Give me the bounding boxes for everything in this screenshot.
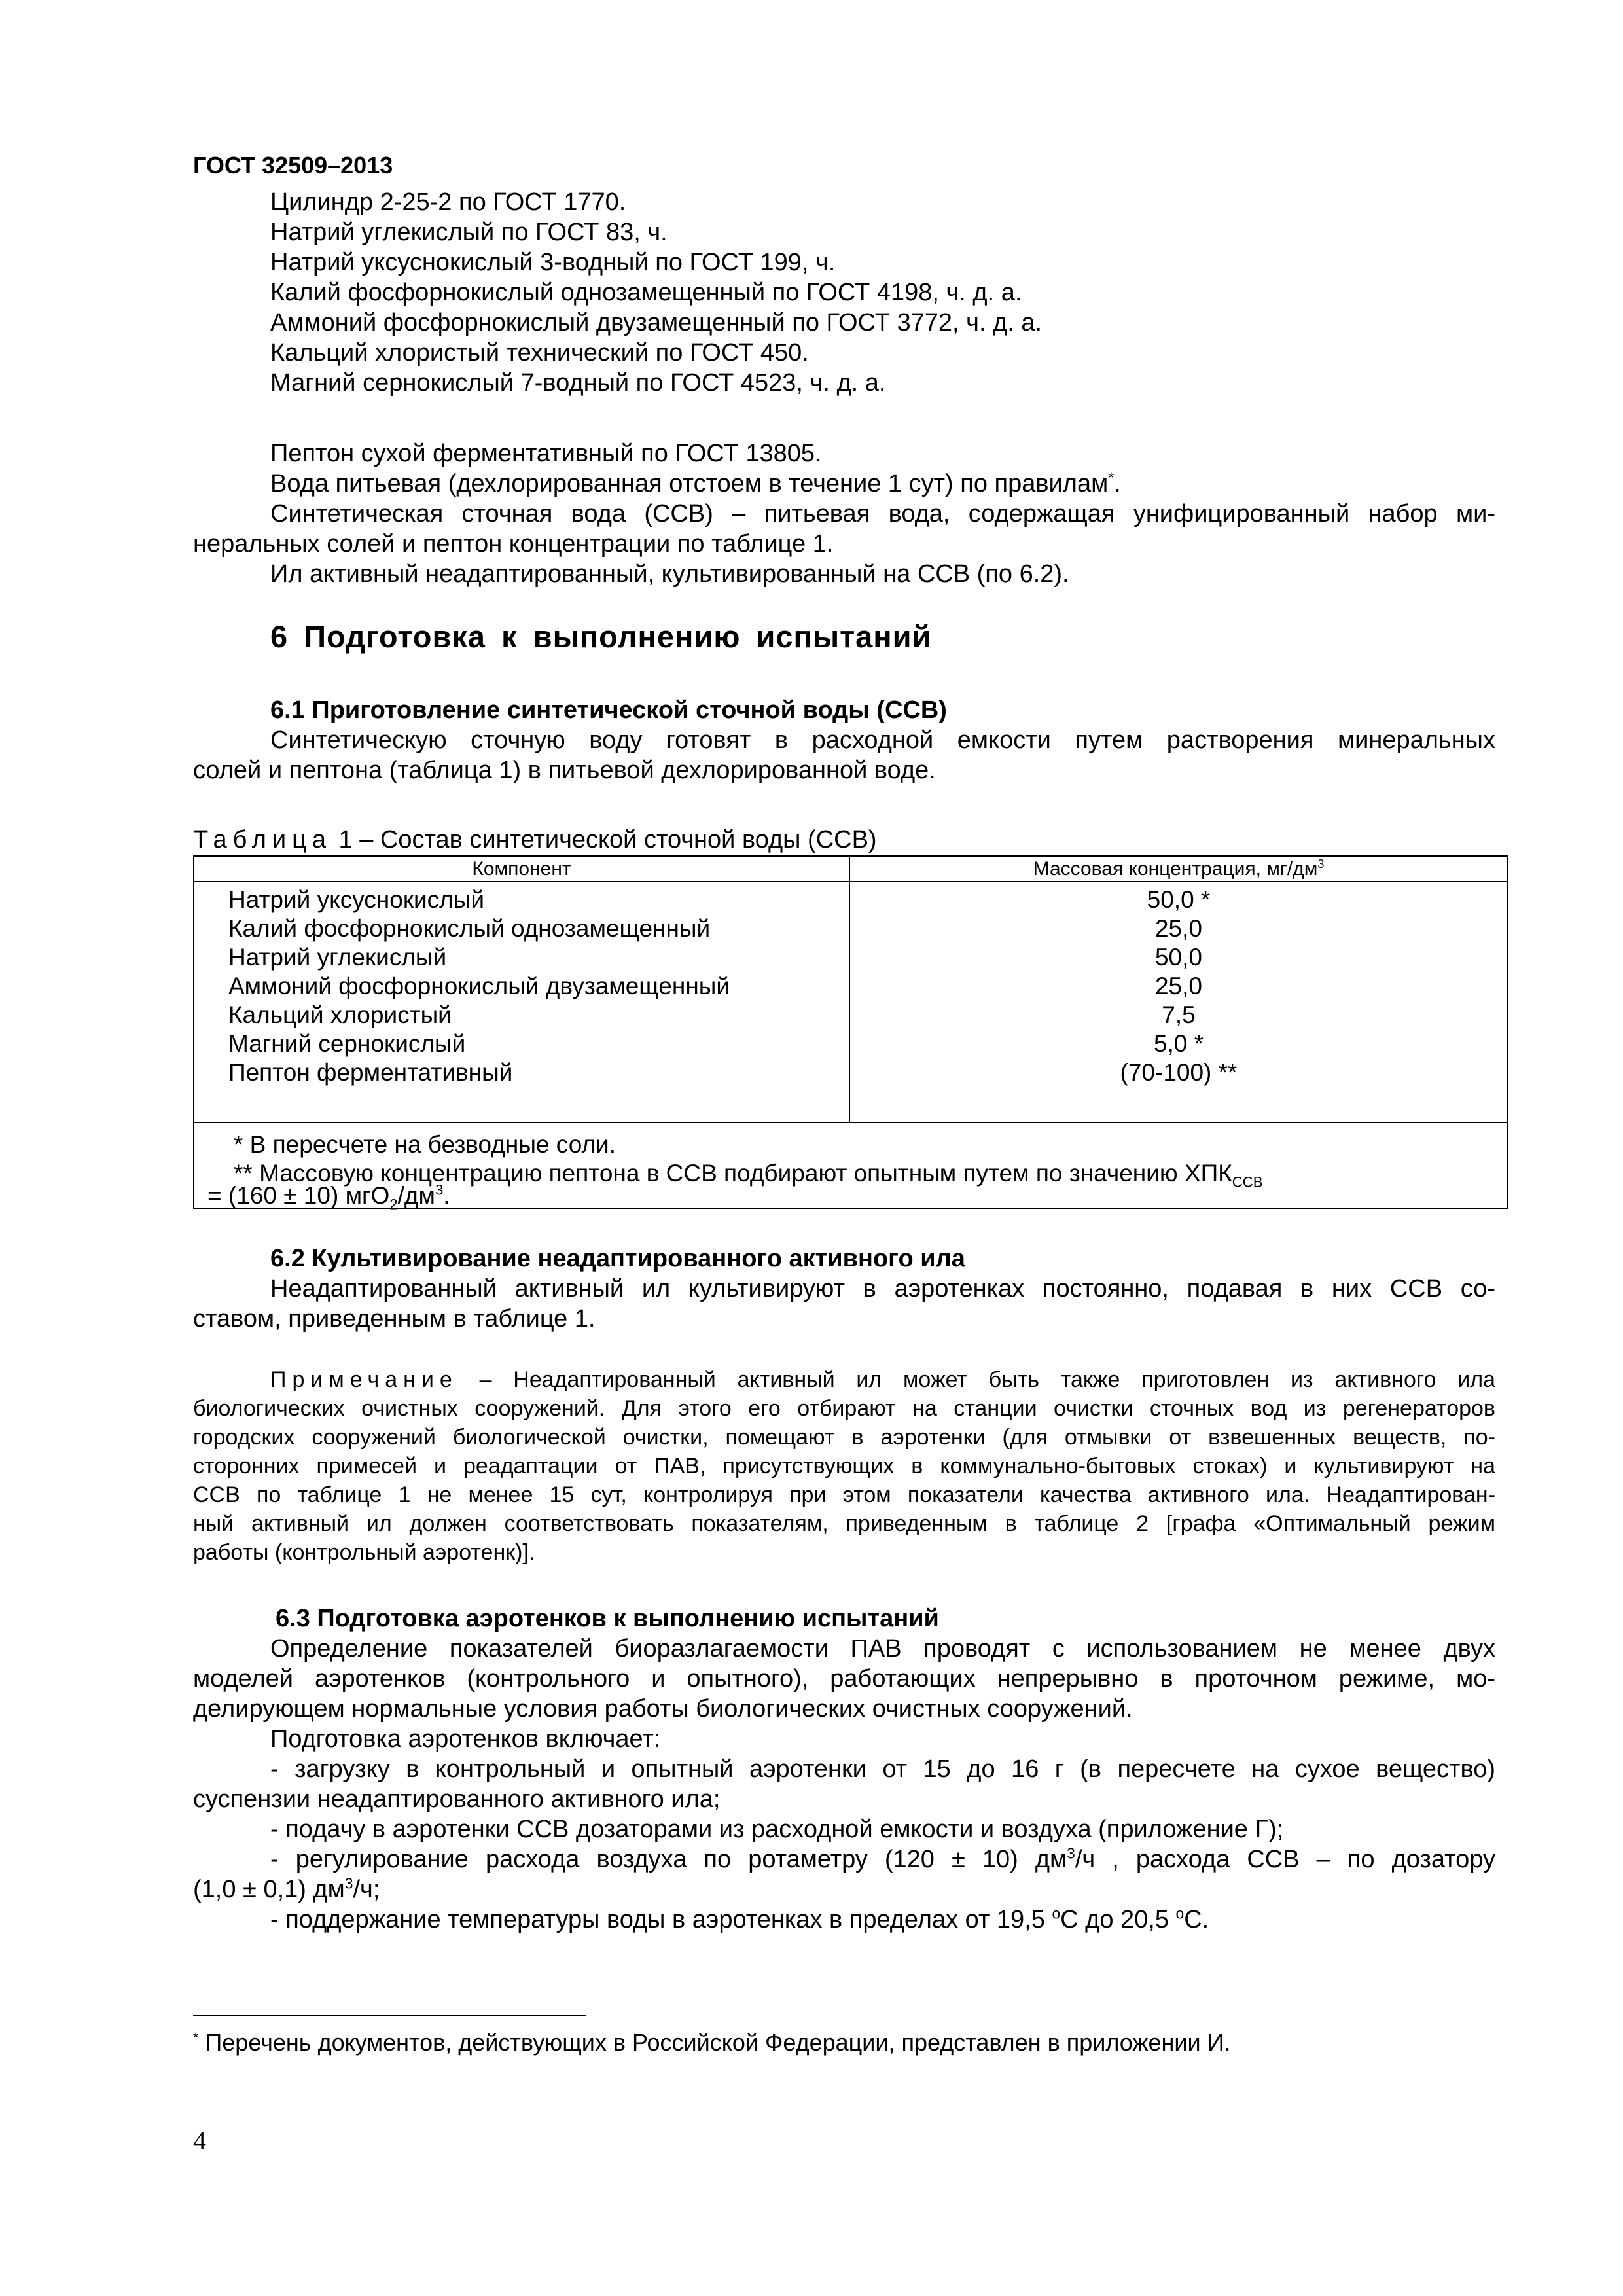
reagent-line: Цилиндр 2-25-2 по ГОСТ 1770. (270, 188, 626, 216)
page-number: 4 (193, 2126, 206, 2155)
reagent-line: Магний сернокислый 7-водный по ГОСТ 4523, ч. д. а. (270, 369, 886, 397)
section-6-3-line: моделей аэротенков (контрольного и опытного), работающих непрерывно в проточном режиме, мо- (193, 1665, 1495, 1693)
page-footnote: * Перечень документов, действующих в Российской Федерации, представлен в приложении И. (193, 2029, 1231, 2056)
note-line: городских сооружений биологической очистки, помещают в аэротенки (для отмывки от взвешенных веществ, по- (193, 1425, 1495, 1450)
list-item: - регулирование расхода воздуха по ротаметру (120 ± 10) $дм^3/ч$ , расхода ССВ – по дозатору (270, 1844, 1496, 1873)
table-header-concentration: Массовая концентрация, $мг/дм^3$ (1033, 857, 1325, 880)
section-6-1-title: 6.1 Приготовление синтетической сточной воды (ССВ) (270, 696, 947, 724)
table-cell-component: Аммоний фосфорнокислый двузамещенный (228, 973, 730, 999)
reagent-line: Кальций хлористый технический по ГОСТ 450. (270, 339, 809, 367)
section-6-3-line: Подготовка аэротенков включает: (270, 1725, 661, 1753)
water-line: Вода питьевая (дехлорированная отстоем в течение 1 сут) по правилам*. (270, 469, 1121, 497)
list-item: - подачу в аэротенки ССВ дозаторами из расходной емкости и воздуха (приложение Г); (270, 1816, 1284, 1843)
table-cell-value: 5,0 * (1153, 1030, 1204, 1057)
section-6-2-title: 6.2 Культивирование неадаптированного активного ила (270, 1245, 965, 1272)
note-label: Примечание (270, 1367, 458, 1392)
list-item-continuation: суспензии неадаптированного активного ила; (193, 1785, 721, 1813)
ssv-line-2: неральных солей и пептон концентрации по таблице 1. (193, 530, 834, 558)
sludge-line: Ил активный неадаптированный, культивированный на ССВ (по 6.2). (270, 560, 1069, 588)
table-cell-component: Пептон ферментативный (228, 1059, 513, 1086)
footnote-ref: * (1108, 469, 1115, 486)
footnote-separator (193, 2015, 586, 2016)
table-cell-value: (70-100) ** (1120, 1059, 1238, 1086)
table-cell-component: Калий фосфорнокислый однозамещенный (228, 915, 711, 942)
section-6-1-line-2: солей и пептона (таблица 1) в питьевой дехлорированной воде. (193, 757, 936, 784)
note-line: ный активный ил должен соответствовать показателям, приведенным в таблице 2 [графа «Оптимальный режим (193, 1511, 1495, 1536)
reagent-line: Аммоний фосфорнокислый двузамещенный по ГОСТ 3772, ч. д. а. (270, 309, 1043, 336)
note-line-1: Примечание – Неадаптированный активный ил может быть также приготовлен из активного ила (270, 1367, 1495, 1392)
document-header: ГОСТ 32509–2013 (193, 152, 393, 179)
table-cell-value: 50,0 (1154, 944, 1202, 971)
table-cell-component: Магний сернокислый (228, 1030, 466, 1057)
table-cell-value: 50,0 * (1147, 886, 1211, 913)
list-item-continuation: (1,0 ± 0,1) $дм^3/ч$; (193, 1874, 380, 1903)
table-1-caption: Таблица 1 – Состав синтетической сточной воды (ССВ) (193, 826, 877, 853)
table-footnote-2: ** Массовую концентрацию пептона в ССВ подбирают опытным путем по значению $ХПК_{ССВ}$ (234, 1160, 1263, 1191)
section-6-3-title: 6.3 Подготовка аэротенков к выполнению испытаний (276, 1605, 939, 1632)
table-caption-label: Таблица (193, 826, 332, 853)
table-cell-component: Натрий уксуснокислый (228, 886, 485, 913)
section-6-3-line: делирующем нормальные условия работы биологических очистных сооружений. (193, 1695, 1133, 1723)
table-cell-value: 25,0 (1154, 973, 1202, 999)
section-6-title: 6 Подготовка к выполнению испытаний (270, 619, 932, 654)
peptone-line: Пептон сухой ферментативный по ГОСТ 13805. (270, 440, 822, 467)
table-footnote-1: * В пересчете на безводные соли. (234, 1131, 616, 1158)
section-6-2-line-2: ставом, приведенным в таблице 1. (193, 1305, 596, 1333)
list-item: - поддержание температуры воды в аэротенках в пределах от 19,5 $^о$С до 20,5 $^о$С. (270, 1905, 1209, 1933)
section-6-2-line-1: Неадаптированный активный ил культивируют в аэротенках постоянно, подавая в них ССВ со- (270, 1275, 1495, 1302)
note-line: работы (контрольный аэротенк)]. (193, 1540, 535, 1565)
reagent-line: Калий фосфорнокислый однозамещенный по ГОСТ 4198, ч. д. а. (270, 279, 1022, 306)
reagent-line: Натрий углекислый по ГОСТ 83, ч. (270, 219, 668, 246)
section-6-1-line-1: Синтетическую сточную воду готовят в расходной емкости путем растворения минеральных (270, 726, 1495, 754)
note-line: ССВ по таблице 1 не менее 15 сут, контролируя при этом показатели качества активного ила. Неадаптирован- (193, 1482, 1495, 1507)
table-cell-value: 25,0 (1154, 915, 1202, 942)
ssv-line-1: Синтетическая сточная вода (ССВ) – питьевая вода, содержащая унифицированный набор ми- (270, 500, 1495, 528)
table-cell-component: Натрий углекислый (228, 944, 447, 971)
list-item: - загрузку в контрольный и опытный аэротенки от 15 до 16 г (в пересчете на сухое вещество) (270, 1755, 1495, 1783)
table-cell-component: Кальций хлористый (228, 1001, 452, 1028)
table-footnote-divider (194, 1122, 1507, 1123)
section-6-3-line: Определение показателей биоразлагаемости ПАВ проводят с использованием не менее двух (270, 1635, 1495, 1662)
note-line: биологических очистных сооружений. Для этого его отбирают на станции очистки сточных вод из регенераторов (193, 1396, 1495, 1421)
table-header-divider (194, 881, 1507, 882)
table-footnote-3: = (160 ± 10) $мгО_2/дм^3$. (207, 1181, 450, 1213)
reagent-line: Натрий уксуснокислый 3-водный по ГОСТ 199, ч. (270, 249, 836, 276)
note-line: сторонних примесей и реадаптации от ПАВ, присутствующих в коммунально-бытовых стоках) и культивируют на (193, 1454, 1495, 1479)
table-header-component: Компонент (472, 858, 571, 880)
table-1 (193, 855, 1508, 1213)
table-cell-value: 7,5 (1162, 1001, 1196, 1028)
